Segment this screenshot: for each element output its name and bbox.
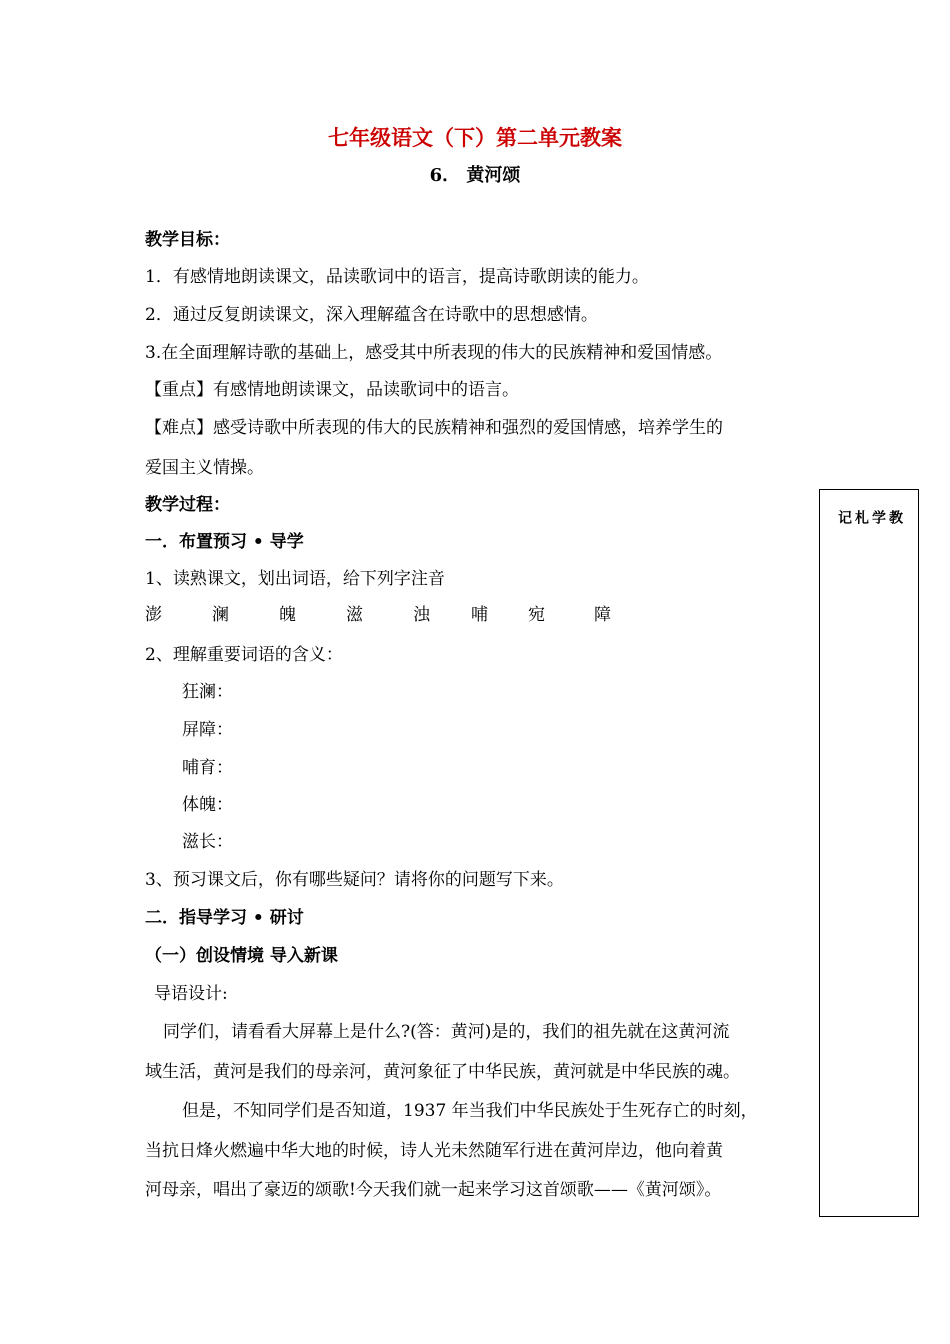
character-item: 魄	[279, 605, 296, 625]
teaching-notes-label: 教学札记	[836, 510, 903, 524]
paragraph-1-line-2: 域生活，黄河是我们的母亲河，黄河象征了中华民族，黄河就是中华民族的魂。	[145, 1062, 740, 1082]
task-1: 1、读熟课文，划出词语，给下列字注音	[145, 569, 445, 589]
character-item: 浊	[413, 605, 430, 625]
vocab-item: 狂澜：	[182, 682, 233, 702]
intro-label: 导语设计:	[154, 984, 228, 1004]
character-item: 滋	[346, 605, 363, 625]
objective-1: 1．有感情地朗读课文，品读歌词中的语言，提高诗歌朗读的能力。	[145, 267, 649, 287]
vocab-item: 滋长：	[182, 832, 233, 852]
document-title: 七年级语文（下）第二单元教案	[328, 125, 622, 150]
paragraph-2-line-3: 河母亲，唱出了豪迈的颂歌!今天我们就一起来学习这首颂歌——《黄河颂》。	[145, 1180, 722, 1200]
key-point: 【重点】有感情地朗读课文，品读歌词中的语言。	[145, 380, 519, 400]
character-item: 澜	[212, 605, 229, 625]
paragraph-1-line-1: 同学们，请看看大屏幕上是什么?(答：黄河)是的，我们的祖先就在这黄河流	[163, 1022, 730, 1042]
vocab-item: 体魄：	[182, 795, 233, 815]
difficult-point-line-2: 爱国主义情操。	[145, 458, 264, 478]
section-2-heading: 二．指导学习 • 研讨	[145, 908, 304, 928]
subsection-1-heading: （一）创设情境 导入新课	[145, 946, 338, 966]
task-2: 2、理解重要词语的含义：	[145, 645, 343, 665]
character-list	[145, 605, 665, 627]
difficult-point-line-1: 【难点】感受诗歌中所表现的伟大的民族精神和强烈的爱国情感，培养学生的	[145, 418, 723, 438]
paragraph-2-line-1: 但是，不知同学们是否知道，1937 年当我们中华民族处于生死存亡的时刻，	[182, 1101, 758, 1121]
lesson-title: 6． 黄河颂	[429, 165, 521, 186]
character-item: 澎	[145, 605, 162, 625]
objective-3: 3.在全面理解诗歌的基础上，感受其中所表现的伟大的民族精神和爱国情感。	[145, 343, 723, 363]
character-item: 宛	[528, 605, 545, 625]
vocab-item: 屏障：	[182, 720, 233, 740]
paragraph-2-line-2: 当抗日烽火燃遍中华大地的时候，诗人光未然随军行进在黄河岸边，他向着黄	[145, 1141, 723, 1161]
character-item: 障	[594, 605, 611, 625]
objectives-heading: 教学目标：	[145, 230, 230, 250]
task-3: 3、预习课文后，你有哪些疑问？请将你的问题写下来。	[145, 870, 564, 890]
objective-2: 2．通过反复朗读课文，深入理解蕴含在诗歌中的思想感情。	[145, 305, 598, 325]
process-heading: 教学过程：	[145, 495, 230, 515]
teaching-notes-box	[819, 489, 919, 1217]
vocab-item: 哺育：	[182, 758, 233, 778]
character-item: 哺	[471, 605, 488, 625]
section-1-heading: 一．布置预习 • 导学	[145, 532, 304, 552]
